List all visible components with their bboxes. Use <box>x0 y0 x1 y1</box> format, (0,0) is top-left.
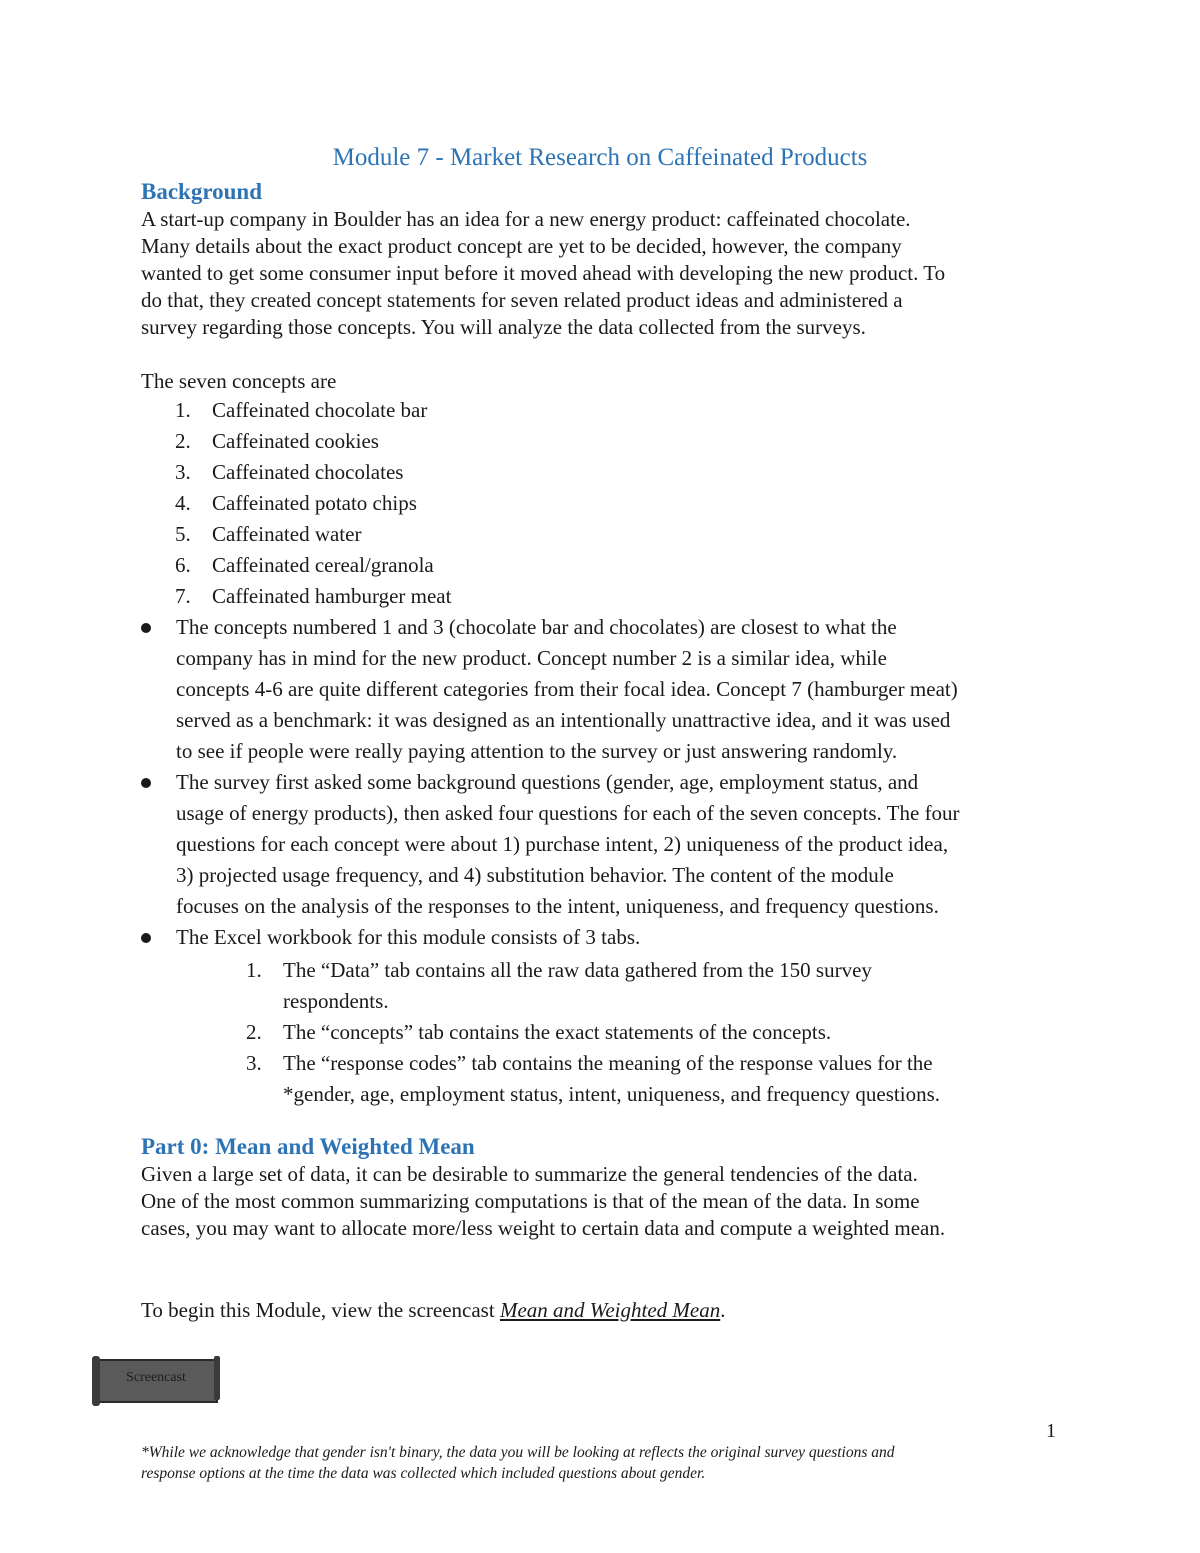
document-title: Module 7 - Market Research on Caffeinated Products <box>332 144 868 171</box>
list-text: Caffeinated cereal/granola <box>212 553 434 577</box>
list-line: *gender, age, employment status, intent, uniqueness, and frequency questions. <box>283 1082 940 1106</box>
list-text: Caffeinated chocolate bar <box>212 398 428 422</box>
background-heading: Background <box>141 179 263 204</box>
footnote <box>141 1442 1041 1484</box>
paragraph-line: wanted to get some consumer input before it moved ahead with developing the new product. To <box>141 261 946 285</box>
bullet-line: served as a benchmark: it was designed as an intentionally unattractive idea, and it was used <box>176 708 951 732</box>
list-number: 3. <box>175 460 191 484</box>
bullet-line: The survey first asked some background questions (gender, age, employment status, and <box>176 770 919 794</box>
list-line: The “response codes” tab contains the meaning of the response values for the <box>283 1051 933 1075</box>
list-text <box>283 1017 831 1048</box>
background-paragraph <box>141 206 1071 341</box>
paragraph-line: A start-up company in Boulder has an idea for a new energy product: caffeinated chocolate. <box>141 207 911 231</box>
paragraph-line: Many details about the exact product concept are yet to be decided, however, the company <box>141 234 902 258</box>
bullet-line: focuses on the analysis of the responses to the intent, uniqueness, and frequency questions. <box>176 894 939 918</box>
list-number: 6. <box>175 553 191 577</box>
list-number: 4. <box>175 491 191 515</box>
paragraph-line: do that, they created concept statements for seven related product ideas and administered a <box>141 288 903 312</box>
list-text <box>283 1048 940 1110</box>
begin-module-text <box>141 1297 1071 1324</box>
list-text: Caffeinated potato chips <box>212 491 417 515</box>
list-number: 7. <box>175 584 191 608</box>
begin-suffix: . <box>720 1298 726 1322</box>
concepts-intro <box>141 368 1071 395</box>
paragraph-line: cases, you may want to allocate more/less weight to certain data and compute a weighted mean. <box>141 1216 946 1240</box>
bullet-text <box>176 922 640 953</box>
part0-paragraph <box>141 1161 1071 1242</box>
bullet-line: to see if people were really paying attention to the survey or just answering randomly. <box>176 739 898 763</box>
list-line: The “concepts” tab contains the exact statements of the concepts. <box>283 1020 832 1044</box>
bullet-icon <box>141 778 151 788</box>
list-text: Caffeinated water <box>212 522 362 546</box>
page-number: 1 <box>1046 1420 1056 1442</box>
list-number: 1. <box>175 398 191 422</box>
screencast-button[interactable] <box>92 1356 220 1406</box>
bullet-text <box>176 612 958 767</box>
list-number: 5. <box>175 522 191 546</box>
list-number: 3. <box>246 1051 262 1075</box>
bullet-icon <box>141 623 151 633</box>
bullet-line: questions for each concept were about 1) purchase intent, 2) uniqueness of the product idea, <box>176 832 949 856</box>
bullet-line: usage of energy products), then asked four questions for each of the seven concepts. The four <box>176 801 960 825</box>
list-text: Caffeinated cookies <box>212 429 379 453</box>
part0-heading: Part 0: Mean and Weighted Mean <box>141 1134 475 1159</box>
bullet-line: company has in mind for the new product. Concept number 2 is a similar idea, while <box>176 646 887 670</box>
list-text: Caffeinated chocolates <box>212 460 404 484</box>
bullet-line: The Excel workbook for this module consists of 3 tabs. <box>176 925 641 949</box>
bullet-icon <box>141 933 151 943</box>
begin-prefix: To begin this Module, view the screencast <box>141 1298 500 1322</box>
footnote-line: *While we acknowledge that gender isn't binary, the data you will be looking at reflects the original survey questions and <box>141 1444 895 1461</box>
bullet-line: The concepts numbered 1 and 3 (chocolate bar and chocolates) are closest to what the <box>176 615 897 639</box>
concepts-intro-text: The seven concepts are <box>141 369 337 393</box>
paragraph-line: One of the most common summarizing computations is that of the mean of the data. In some <box>141 1189 920 1213</box>
list-line: respondents. <box>283 989 389 1013</box>
screencast-link[interactable]: Mean and Weighted Mean <box>499 1298 721 1322</box>
list-text <box>283 955 872 1017</box>
footnote-line: response options at the time the data was collected which included questions about gender. <box>141 1465 706 1482</box>
bullet-line: concepts 4-6 are quite different categories from their focal idea. Concept 7 (hamburger meat) <box>176 677 958 701</box>
list-number: 2. <box>175 429 191 453</box>
bullet-text <box>176 767 960 922</box>
screencast-button-label: Screencast <box>126 1370 186 1385</box>
bullet-line: 3) projected usage frequency, and 4) substitution behavior. The content of the module <box>176 863 894 887</box>
list-number: 1. <box>246 958 262 982</box>
list-line: The “Data” tab contains all the raw data gathered from the 150 survey <box>283 958 872 982</box>
list-number: 2. <box>246 1020 262 1044</box>
begin-module-line <box>141 1297 1071 1324</box>
list-text: Caffeinated hamburger meat <box>212 584 452 608</box>
paragraph-line: Given a large set of data, it can be desirable to summarize the general tendencies of the data. <box>141 1162 918 1186</box>
paragraph-line: survey regarding those concepts. You will analyze the data collected from the surveys. <box>141 315 866 339</box>
